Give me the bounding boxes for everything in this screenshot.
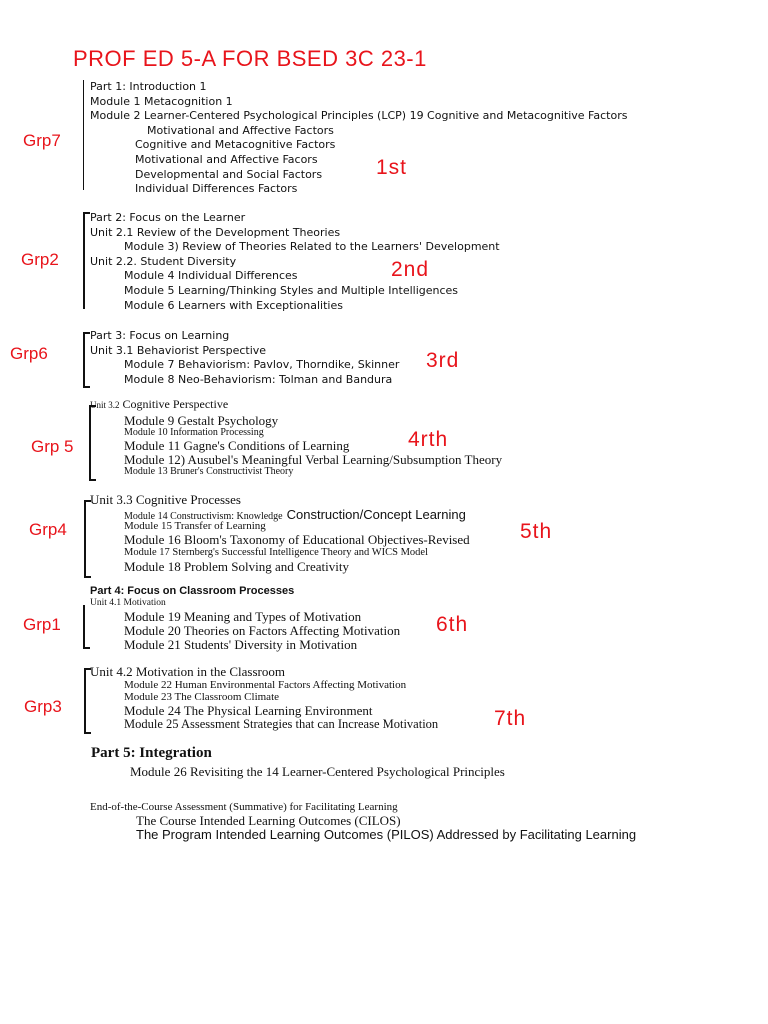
module-line: Module 19 Meaning and Types of Motivation (124, 609, 362, 624)
module-line: Module 5 Learning/Thinking Styles and Multiple Intelligences (124, 283, 459, 297)
part-heading: Part 1: Introduction 1 (90, 80, 207, 93)
module-line: Module 6 Learners with Exceptionalities (124, 298, 343, 312)
unit-prefix: Unit 3.2 (90, 400, 120, 410)
module-line: Module 16 Bloom's Taxonomy of Educational Objectives-Revised (124, 532, 470, 547)
module-line: Module 8 Neo-Behaviorism: Tolman and Bandura (124, 372, 393, 386)
page-title: PROF ED 5-A FOR BSED 3C 23-1 (73, 46, 427, 71)
module-line: Module 20 Theories on Factors Affecting Motivation (124, 623, 401, 638)
unit-title: Cognitive Perspective (122, 397, 229, 411)
assessment-line: End-of-the-Course Assessment (Summative) for Facilitating Learning (90, 801, 398, 813)
factor-line: Cognitive and Metacognitive Factors (135, 138, 336, 152)
group-label: Grp6 (10, 344, 48, 363)
order-label: 3rd (426, 349, 460, 372)
group-label: Grp3 (24, 697, 62, 716)
bracket (83, 332, 90, 388)
unit-heading: Unit 3.1 Behaviorist Perspective (90, 343, 267, 357)
module-line: Module 3) Review of Theories Related to the Learners' Development (124, 240, 500, 254)
group-label: Grp4 (29, 520, 67, 539)
module-line: Module 7 Behaviorism: Pavlov, Thorndike, Skinner (124, 358, 400, 372)
order-label: 5th (520, 520, 553, 543)
section-lines (90, 329, 399, 387)
factor-line: Motivational and Affective Facors (135, 152, 318, 166)
bracket (83, 212, 90, 309)
bracket (83, 605, 90, 649)
module-line: Module 13 Bruner's Constructivist Theory (124, 466, 294, 477)
module-line: Module 9 Gestalt Psychology (124, 413, 279, 428)
module-line: Module 10 Information Processing (124, 427, 264, 438)
bracket (83, 80, 84, 190)
unit-heading (90, 397, 228, 412)
part-heading: Part 2: Focus on the Learner (90, 211, 246, 224)
group-label: Grp1 (23, 615, 61, 634)
module-line: Module 23 The Classroom Climate (124, 691, 280, 703)
unit-heading: Unit 2.2. Student Diversity (90, 254, 237, 268)
bracket (84, 500, 91, 578)
factor-line: Developmental and Social Factors (135, 167, 323, 181)
group-label: Grp 5 (31, 437, 74, 456)
module-line: Module 18 Problem Solving and Creativity (124, 559, 349, 574)
module-line: Module 11 Gagne's Conditions of Learning (124, 438, 350, 453)
part-heading: Part 3: Focus on Learning (90, 329, 230, 342)
module-line: Module 4 Individual Differences (124, 269, 298, 283)
module-line: Module 25 Assessment Strategies that can Increase Motivation (124, 717, 439, 731)
group-label: Grp7 (23, 131, 61, 150)
module-line: Module 26 Revisiting the 14 Learner-Centered Psychological Principles (130, 764, 505, 779)
part-heading: Part 5: Integration (91, 745, 212, 761)
module-line: Module 17 Sternberg's Successful Intelligence Theory and WICS Model (124, 547, 429, 558)
module-line: Module 22 Human Environmental Factors Affecting Motivation (124, 679, 407, 691)
unit-heading: Unit 2.1 Review of the Development Theories (90, 225, 341, 239)
pilos-line: The Program Intended Learning Outcomes (PILOS) Addressed by Facilitating Learning (136, 827, 637, 842)
section-lines (90, 80, 627, 197)
unit-heading: Unit 4.1 Motivation (90, 598, 166, 608)
module-line: Module 24 The Physical Learning Environment (124, 703, 373, 718)
order-label: 4rth (408, 428, 449, 451)
cilos-line: The Course Intended Learning Outcomes (CILOS) (136, 813, 401, 828)
module-line: Module 1 Metacognition 1 (90, 94, 233, 108)
factor-line: Individual Differences Factors (135, 182, 298, 196)
module-line: Module 15 Transfer of Learning (124, 520, 266, 532)
bracket (89, 405, 96, 481)
unit-heading: Unit 3.3 Cognitive Processes (90, 492, 241, 507)
unit-heading: Unit 4.2 Motivation in the Classroom (90, 664, 285, 679)
section-lines (90, 211, 500, 313)
module-line: Module 2 Learner-Centered Psychological Principles (LCP) 19 Cognitive and Metacognitive Factors (90, 109, 628, 123)
order-label: 7th (494, 707, 527, 730)
module-line: Module 12) Ausubel's Meaningful Verbal Learning/Subsumption Theory (124, 452, 503, 467)
group-label: Grp2 (21, 250, 59, 269)
module-14-suffix: Construction/Concept Learning (286, 507, 466, 522)
part-heading: Part 4: Focus on Classroom Processes (90, 585, 295, 597)
order-label: 1st (376, 156, 408, 179)
order-label: 6th (436, 613, 469, 636)
module-14-prefix: Module 14 Constructivism: Knowledge (124, 511, 283, 522)
factor-line: Motivational and Affective Factors (147, 123, 334, 137)
module-line: Module 21 Students' Diversity in Motivation (124, 637, 358, 652)
order-label: 2nd (391, 258, 430, 281)
